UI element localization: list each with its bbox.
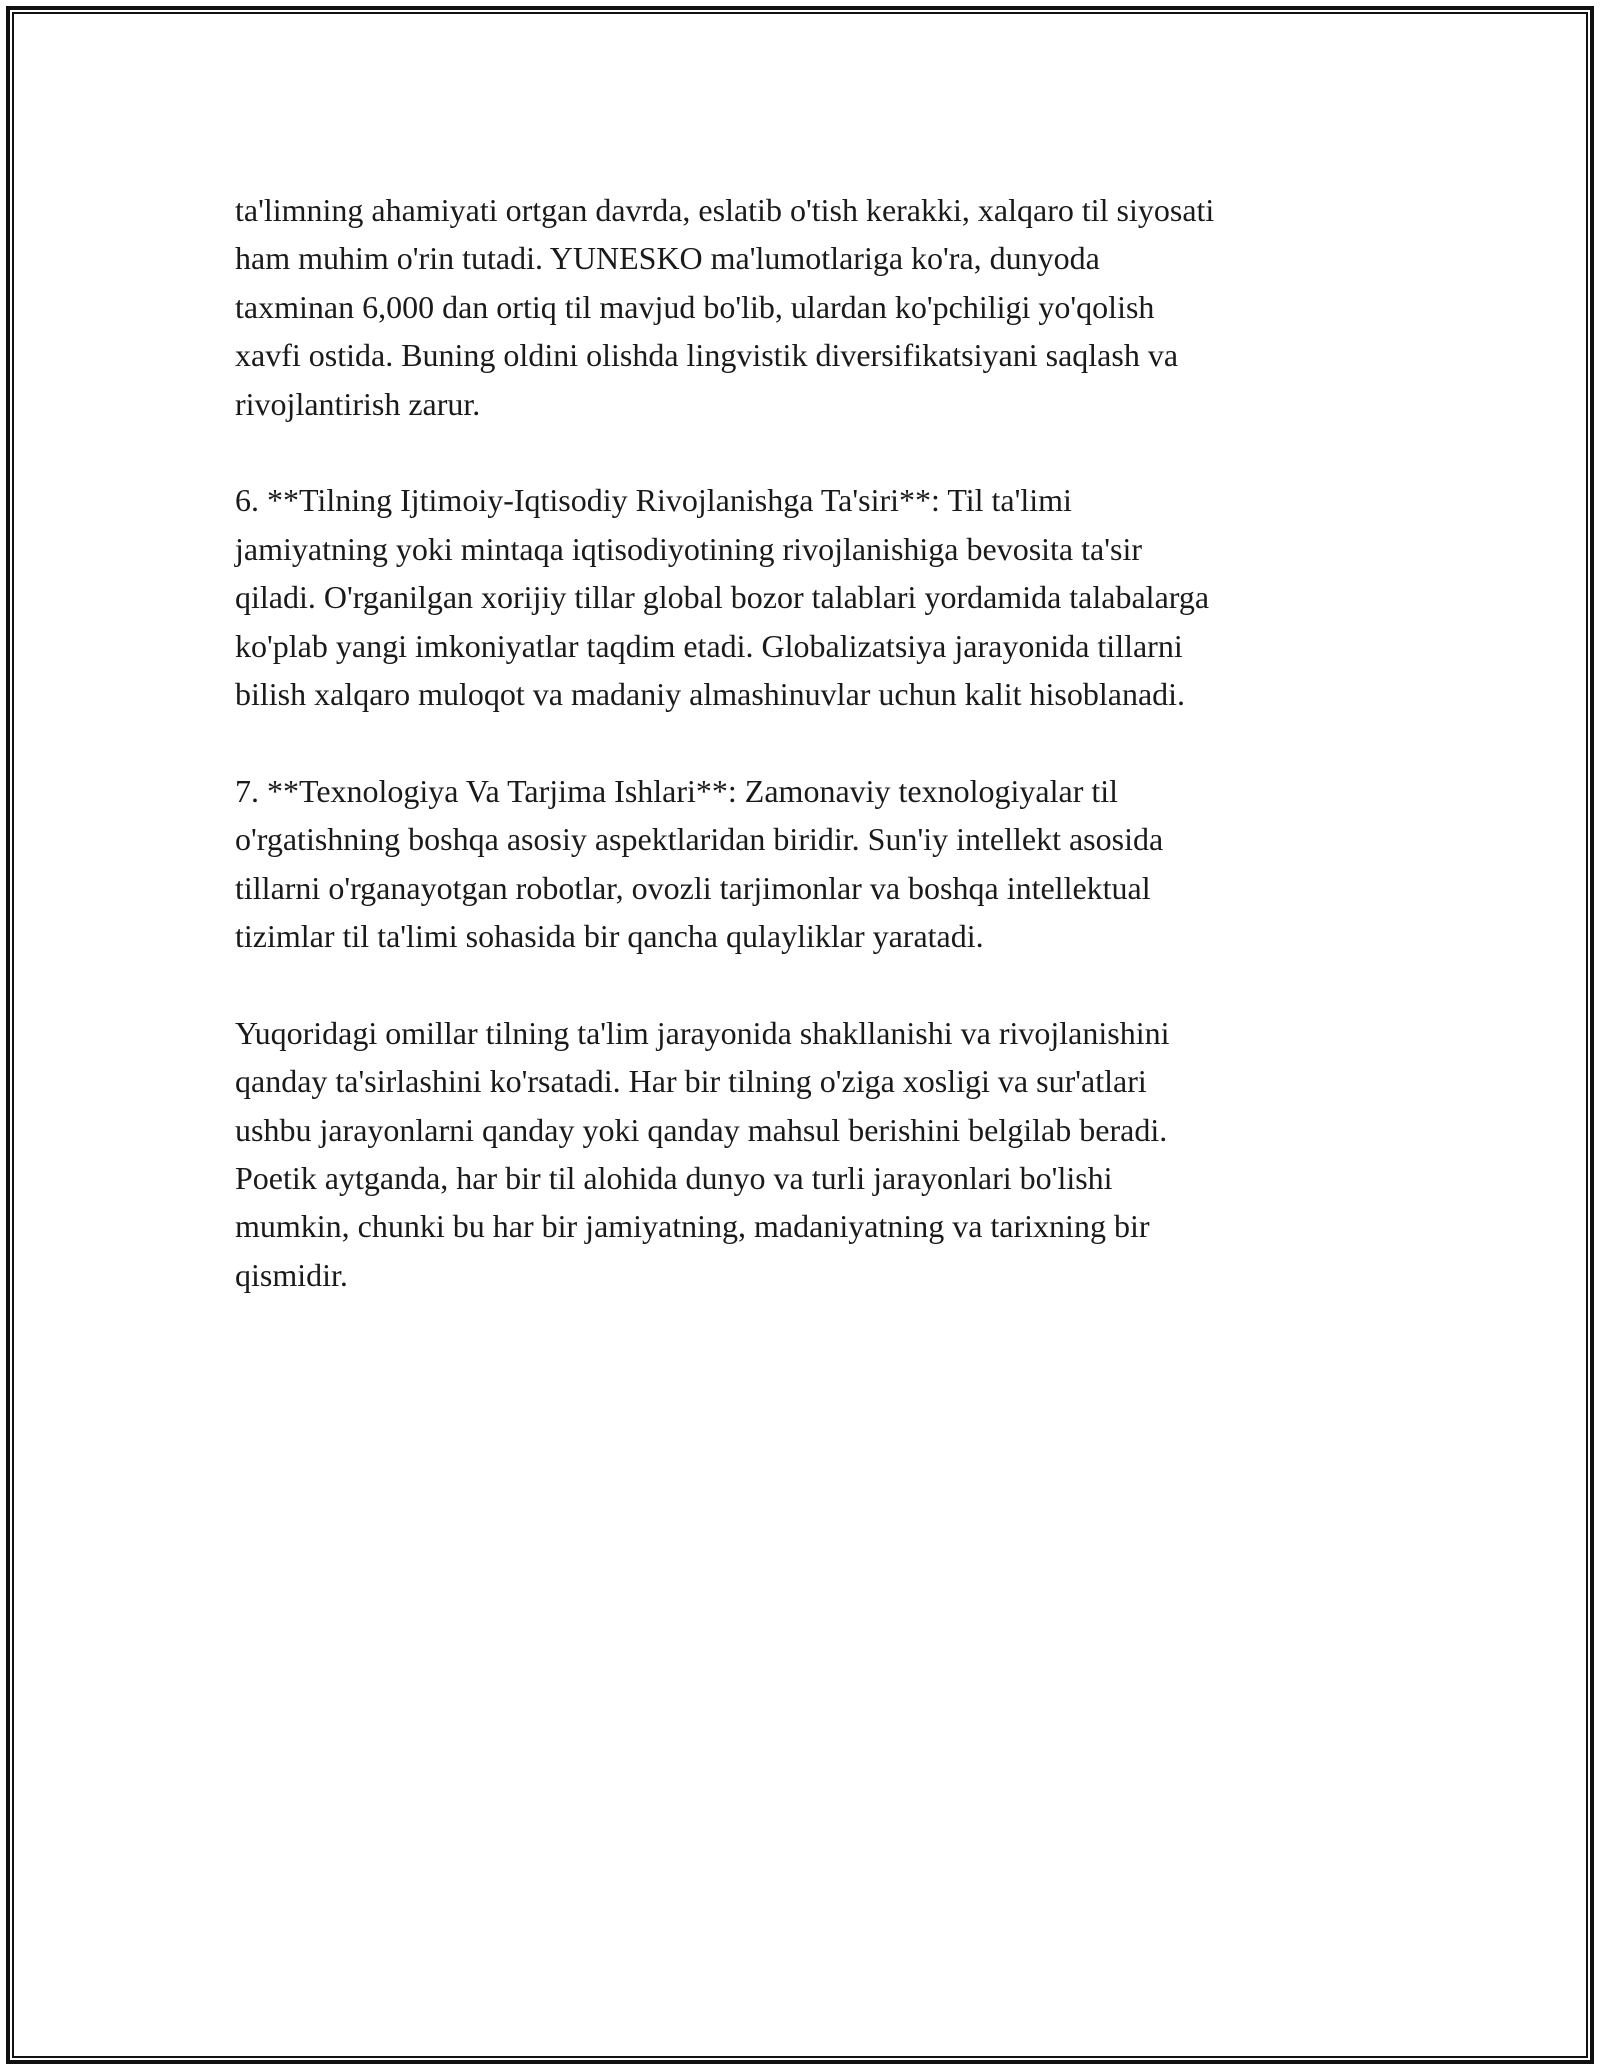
text-line: 6. **Tilning Ijtimoiy-Iqtisodiy Rivojlanishga Ta'siri**: Til ta'limi	[235, 482, 1072, 519]
text-line: jamiyatning yoki mintaqa iqtisodiyotining rivojlanishiga bevosita ta'sir	[235, 530, 1142, 567]
text-line: mumkin, chunki bu har bir jamiyatning, madaniyatning va tarixning bir	[235, 1208, 1150, 1245]
text-line: xavfi ostida. Buning oldini olishda lingvistik diversifikatsiyani saqlash va	[235, 337, 1179, 374]
text-line: o'rgatishning boshqa asosiy aspektlaridan biridir. Sun'iy intellekt asosida	[235, 821, 1164, 858]
text-line: ta'limning ahamiyati ortgan davrda, eslatib o'tish kerakki, xalqaro til siyosati	[235, 192, 1215, 228]
paragraph-conclusion	[235, 1009, 1370, 1299]
text-line: ko'plab yangi imkoniyatlar taqdim etadi. Globalizatsiya jarayonida tillarni	[235, 627, 1183, 664]
text-line: taxminan 6,000 dan ortiq til mavjud bo'lib, ulardan ko'pchiligi yo'qolish	[235, 288, 1155, 325]
document-body	[235, 186, 1370, 1348]
text-line: Yuqoridagi omillar tilning ta'lim jarayonida shakllanishi va rivojlanishini	[235, 1014, 1170, 1051]
text-line: qiladi. O'rganilgan xorijiy tillar global bozor talablari yordamida talabalarga	[235, 579, 1210, 616]
paragraph-language-policy	[235, 186, 1370, 428]
text-line: rivojlantirish zarur.	[235, 385, 481, 422]
text-line: ushbu jarayonlarni qanday yoki qanday mahsul berishini belgilab beradi.	[235, 1111, 1168, 1148]
paragraph-socio-economic	[235, 476, 1370, 718]
text-line: ham muhim o'rin tutadi. YUNESKO ma'lumotlariga ko'ra, dunyoda	[235, 240, 1100, 277]
text-line: bilish xalqaro muloqot va madaniy almashinuvlar uchun kalit hisoblanadi.	[235, 676, 1186, 713]
text-line: Poetik aytganda, har bir til alohida dunyo va turli jarayonlari bo'lishi	[235, 1160, 1113, 1197]
text-line: qanday ta'sirlashini ko'rsatadi. Har bir tilning o'ziga xosligi va sur'atlari	[235, 1063, 1147, 1100]
text-line: tizimlar til ta'limi sohasida bir qancha qulayliklar yaratadi.	[235, 918, 984, 955]
text-line: tillarni o'rganayotgan robotlar, ovozli tarjimonlar va boshqa intellektual	[235, 869, 1151, 906]
text-line: 7. **Texnologiya Va Tarjima Ishlari**: Zamonaviy texnologiyalar til	[235, 772, 1119, 809]
text-line: qismidir.	[235, 1256, 348, 1293]
paragraph-technology-translation	[235, 767, 1370, 961]
